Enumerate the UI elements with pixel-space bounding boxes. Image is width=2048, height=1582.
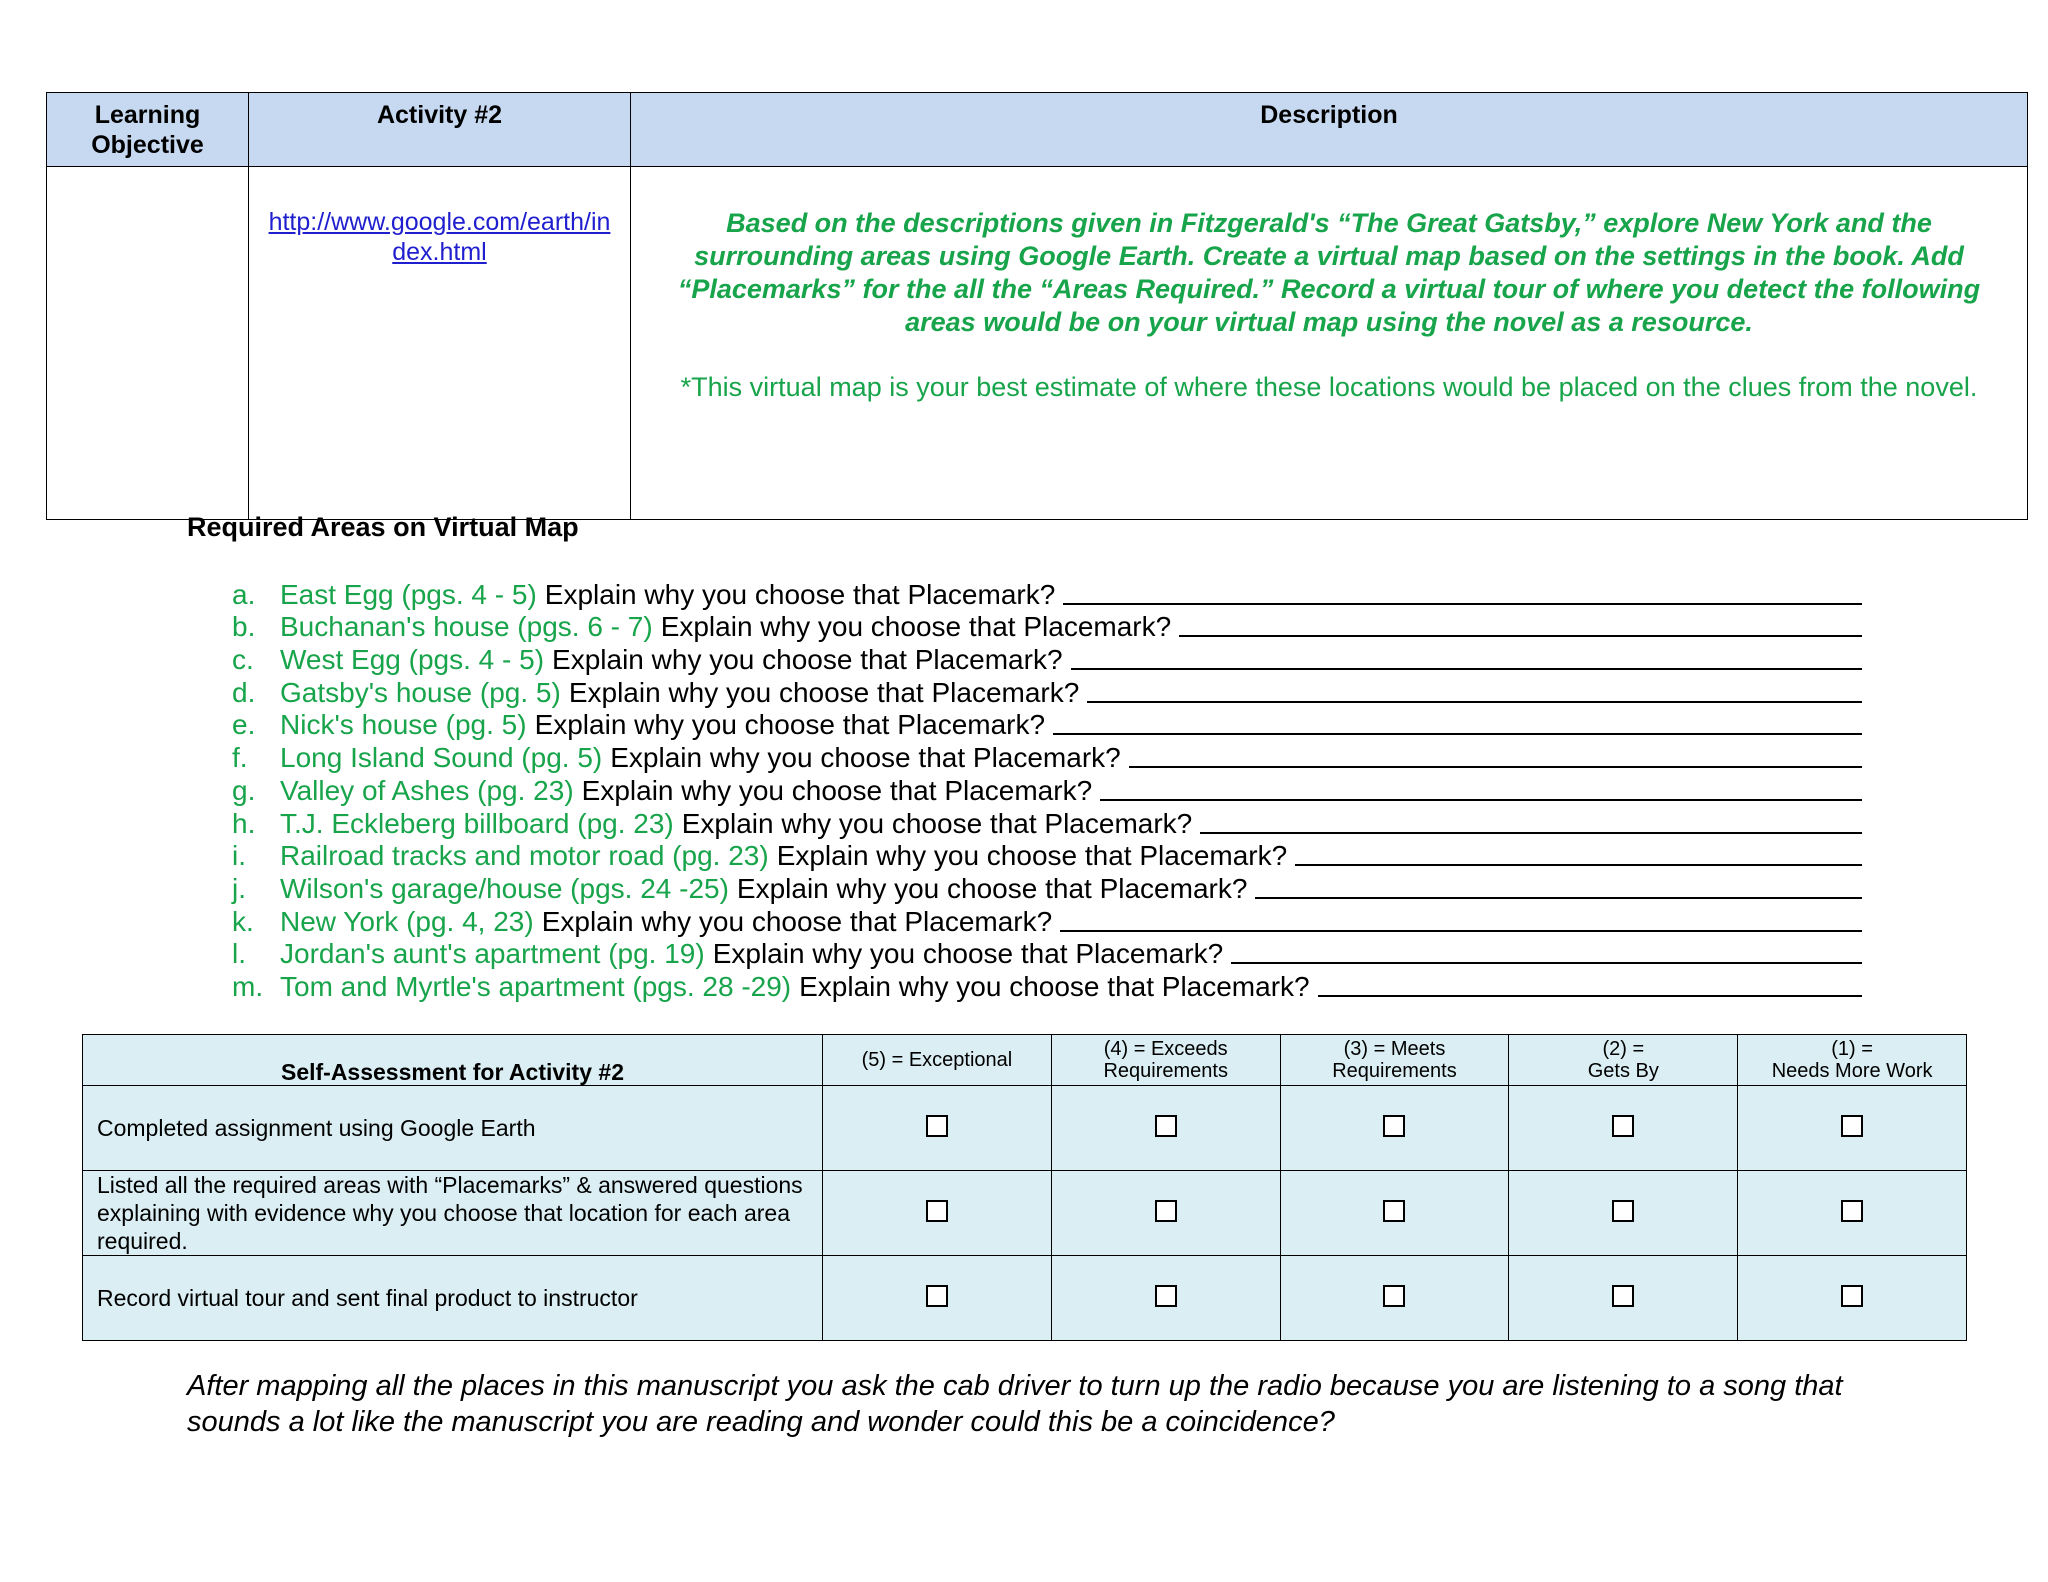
area-letter: j. <box>232 872 246 904</box>
rating-cell <box>1051 1086 1280 1171</box>
area-letter: b. <box>232 611 256 643</box>
rating-cell <box>1280 1086 1509 1171</box>
rating-level-label: (5) = Exceptional <box>861 1049 1013 1071</box>
self-assessment-row <box>83 1086 1967 1171</box>
self-assessment-table <box>82 1034 1967 1341</box>
area-prompt: Explain why you choose that Placemark? <box>776 840 1288 872</box>
area-item <box>232 741 1862 774</box>
rating-checkbox[interactable] <box>1155 1115 1177 1137</box>
area-letter: a. <box>232 578 256 610</box>
rating-cell <box>823 1171 1052 1256</box>
rating-level-header <box>1738 1035 1967 1086</box>
rating-level-label: (1) = <box>1831 1038 1873 1060</box>
area-item <box>232 611 1862 644</box>
description-text: Based on the descriptions given in Fitzgerald's “The Great Gatsby,” explore New York and the surrounding areas using Google Earth. Create a virtual map based on the settings in the book. Add “Placemarks” for the all the “Areas Required.” Record a virtual tour of where you detect the following areas would be on your virtual map using the novel as a resource. <box>677 208 1981 337</box>
closing-text: After mapping all the places in this manuscript you ask the cab driver to turn up the radio because you are listening to a song that sounds a lot like the manuscript you are reading and wonder could this be a coincidence? <box>187 1370 1843 1438</box>
rating-cell <box>1509 1256 1738 1341</box>
area-name: T.J. Eckleberg billboard (pg. 23) <box>280 807 674 839</box>
rating-level-label: (4) = Exceeds <box>1103 1038 1228 1060</box>
answer-blank-line[interactable] <box>1129 766 1862 768</box>
rating-checkbox[interactable] <box>1155 1285 1177 1307</box>
activity-table <box>46 92 2028 520</box>
rating-cell <box>1738 1256 1967 1341</box>
answer-blank-line[interactable] <box>1231 962 1862 964</box>
area-name: Railroad tracks and motor road (pg. 23) <box>280 840 769 872</box>
area-name: New York (pg. 4, 23) <box>280 905 534 937</box>
self-assessment-row <box>83 1171 1967 1256</box>
activity-link-cell <box>249 167 631 520</box>
area-item <box>232 970 1862 1003</box>
rating-checkbox[interactable] <box>926 1115 948 1137</box>
rating-checkbox[interactable] <box>1383 1115 1405 1137</box>
required-areas-list <box>232 578 1862 1003</box>
required-areas-heading: Required Areas on Virtual Map <box>187 512 579 542</box>
rating-level-header <box>1509 1035 1738 1086</box>
area-letter: i. <box>232 840 246 872</box>
answer-blank-line[interactable] <box>1200 832 1862 834</box>
rating-level-label: (3) = Meets <box>1343 1038 1446 1060</box>
area-letter: d. <box>232 676 256 708</box>
answer-blank-line[interactable] <box>1060 930 1862 932</box>
rating-level-label: Requirements <box>1332 1060 1457 1082</box>
area-letter: k. <box>232 905 254 937</box>
google-earth-link[interactable]: http://www.google.com/earth/index.html <box>268 208 611 266</box>
rating-cell <box>1280 1171 1509 1256</box>
answer-blank-line[interactable] <box>1053 733 1862 735</box>
area-name: Long Island Sound (pg. 5) <box>280 742 603 774</box>
area-letter: c. <box>232 644 254 676</box>
answer-blank-line[interactable] <box>1071 668 1862 670</box>
rating-cell <box>1051 1171 1280 1256</box>
area-name: Gatsby's house (pg. 5) <box>280 676 561 708</box>
area-name: Tom and Myrtle's apartment (pgs. 28 -29) <box>280 970 792 1002</box>
activity-table-header-row <box>47 93 2028 167</box>
area-item <box>232 840 1862 873</box>
rating-checkbox[interactable] <box>1841 1115 1863 1137</box>
area-name: West Egg (pgs. 4 - 5) <box>280 644 545 676</box>
description-header: Description <box>631 93 2028 167</box>
area-item <box>232 872 1862 905</box>
answer-blank-line[interactable] <box>1063 603 1862 605</box>
rating-cell <box>1738 1086 1967 1171</box>
area-letter: e. <box>232 709 256 741</box>
area-name: Buchanan's house (pgs. 6 - 7) <box>280 611 653 643</box>
rating-level-label: Gets By <box>1587 1060 1659 1082</box>
self-assessment-title: Self-Assessment for Activity #2 <box>83 1035 823 1086</box>
area-item <box>232 676 1862 709</box>
criterion-text: Listed all the required areas with “Placemarks” & answered questions explaining with evidence why you choose that location for each area required. <box>83 1171 823 1256</box>
area-prompt: Explain why you choose that Placemark? <box>799 970 1310 1002</box>
area-prompt: Explain why you choose that Placemark? <box>610 742 1121 774</box>
area-prompt: Explain why you choose that Placemark? <box>660 611 1172 643</box>
learning-objective-header: Learning Objective <box>47 93 249 167</box>
rating-checkbox[interactable] <box>1612 1200 1634 1222</box>
rating-cell <box>1051 1256 1280 1341</box>
area-item <box>232 807 1862 840</box>
rating-checkbox[interactable] <box>1383 1200 1405 1222</box>
area-prompt: Explain why you choose that Placemark? <box>541 905 1053 937</box>
area-prompt: Explain why you choose that Placemark? <box>568 676 1080 708</box>
area-item <box>232 774 1862 807</box>
area-letter: l. <box>232 938 246 970</box>
self-assessment-row <box>83 1256 1967 1341</box>
rating-cell <box>1738 1171 1967 1256</box>
answer-blank-line[interactable] <box>1318 995 1862 997</box>
rating-checkbox[interactable] <box>1612 1115 1634 1137</box>
area-prompt: Explain why you choose that Placemark? <box>581 774 1093 806</box>
area-item <box>232 938 1862 971</box>
area-letter: h. <box>232 807 256 839</box>
area-prompt: Explain why you choose that Placemark? <box>534 709 1046 741</box>
rating-checkbox[interactable] <box>926 1285 948 1307</box>
rating-checkbox[interactable] <box>1841 1200 1863 1222</box>
area-name: Nick's house (pg. 5) <box>280 709 527 741</box>
rating-level-label: Requirements <box>1103 1060 1228 1082</box>
area-prompt: Explain why you choose that Placemark? <box>736 872 1248 904</box>
self-assessment-header-row <box>83 1035 1967 1086</box>
area-prompt: Explain why you choose that Placemark? <box>712 938 1224 970</box>
area-name: Valley of Ashes (pg. 23) <box>280 774 574 806</box>
self-assessment-body <box>83 1086 1967 1341</box>
rating-level-header <box>1280 1035 1509 1086</box>
rating-checkbox[interactable] <box>1612 1285 1634 1307</box>
answer-blank-line[interactable] <box>1087 701 1862 703</box>
rating-checkbox[interactable] <box>1383 1285 1405 1307</box>
rating-cell <box>1509 1086 1738 1171</box>
area-name: Jordan's aunt's apartment (pg. 19) <box>280 938 705 970</box>
area-item <box>232 709 1862 742</box>
area-name: East Egg (pgs. 4 - 5) <box>280 578 537 610</box>
area-letter: f. <box>232 742 248 774</box>
area-item <box>232 643 1862 676</box>
area-prompt: Explain why you choose that Placemark? <box>681 807 1193 839</box>
answer-blank-line[interactable] <box>1100 799 1862 801</box>
area-name: Wilson's garage/house (pgs. 24 -25) <box>280 872 729 904</box>
criterion-text: Record virtual tour and sent final product to instructor <box>83 1256 823 1341</box>
area-prompt: Explain why you choose that Placemark? <box>544 578 1056 610</box>
activity-header: Activity #2 <box>249 93 631 167</box>
rating-cell <box>823 1086 1052 1171</box>
rating-level-header <box>823 1035 1052 1086</box>
rating-level-header <box>1051 1035 1280 1086</box>
area-item <box>232 578 1862 611</box>
area-letter: m. <box>232 970 264 1002</box>
criterion-text: Completed assignment using Google Earth <box>83 1086 823 1171</box>
area-letter: g. <box>232 774 256 806</box>
rating-checkbox[interactable] <box>1841 1285 1863 1307</box>
activity-table-body-row <box>47 167 2028 520</box>
rating-checkbox[interactable] <box>1155 1200 1177 1222</box>
description-cell <box>631 167 2028 520</box>
rating-level-label: Needs More Work <box>1771 1060 1933 1082</box>
description-note: *This virtual map is your best estimate of where these locations would be placed on the clues from the novel. <box>680 372 1978 402</box>
rating-cell <box>1509 1171 1738 1256</box>
answer-blank-line[interactable] <box>1295 864 1862 866</box>
area-item <box>232 905 1862 938</box>
rating-level-label: (2) = <box>1602 1038 1645 1060</box>
rating-cell <box>1280 1256 1509 1341</box>
answer-blank-line[interactable] <box>1255 897 1862 899</box>
learning-objective-cell <box>47 167 249 520</box>
answer-blank-line[interactable] <box>1179 635 1862 637</box>
area-prompt: Explain why you choose that Placemark? <box>552 644 1063 676</box>
rating-checkbox[interactable] <box>926 1200 948 1222</box>
rating-cell <box>823 1256 1052 1341</box>
